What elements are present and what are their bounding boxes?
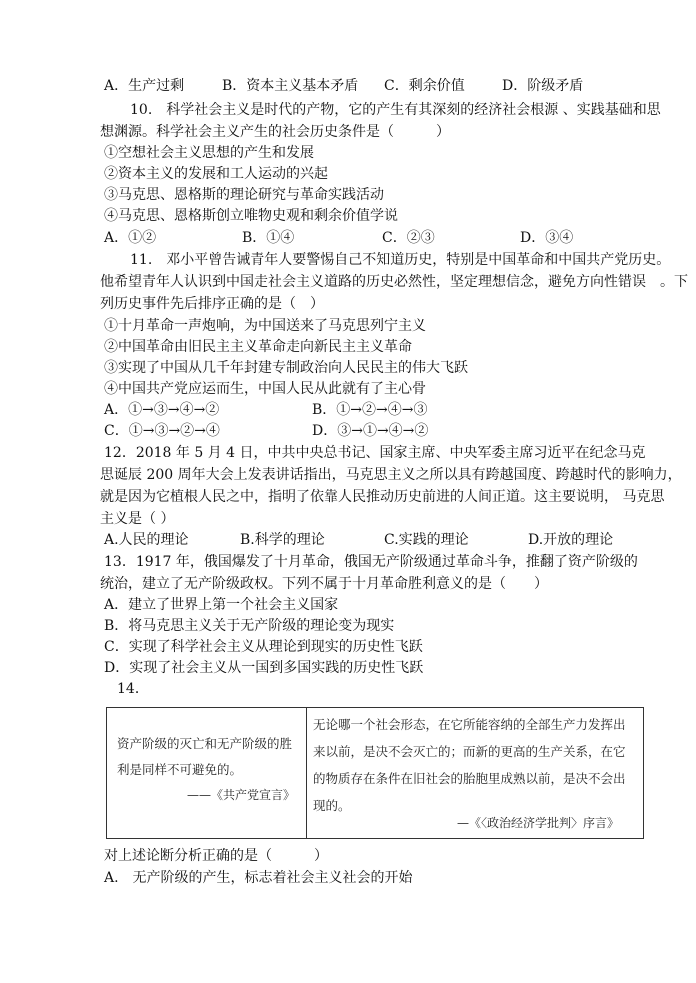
q10-item-2: ②资本主义的发展和工人运动的兴起 <box>104 166 328 182</box>
q9-option-d[interactable]: D．阶级矛盾 <box>502 78 584 94</box>
q12-stem-line1: 12．2018 年 5 月 4 日，中共中央总书记、国家主席、中央军委主席习近平在纪念马克 <box>104 445 646 461</box>
quote-table <box>106 707 644 839</box>
q13-option-c[interactable]: C．实现了科学社会主义从理论到现实的历史性飞跃 <box>104 639 423 655</box>
q12-option-c[interactable]: C.实践的理论 <box>384 532 469 548</box>
q10-item-4: ④马克思、恩格斯创立唯物史观和剩余价值学说 <box>104 208 398 224</box>
q10-stem-line1: 10. 科学社会主义是时代的产物，它的产生有其深刻的经济社会根源 、实践基础和思 <box>130 102 661 118</box>
q11-options-row1 <box>0 400 696 420</box>
q13-option-a[interactable]: A．建立了世界上第一个社会主义国家 <box>104 597 339 613</box>
q14-option-a[interactable]: A. 无产阶级的产生，标志着社会主义社会的开始 <box>104 870 413 886</box>
q12-option-b[interactable]: B.科学的理论 <box>240 532 325 548</box>
q10-item-3: ③马克思、恩格斯的理论研究与革命实践活动 <box>104 187 384 203</box>
left-quote-source: ——《共产党宣言》 <box>187 788 296 802</box>
q11-option-d[interactable]: D．③→①→④→② <box>312 423 429 439</box>
q10-stem-line2: 想渊源。科学社会主义产生的社会历史条件是（ ） <box>100 124 450 140</box>
q10-options <box>0 228 696 248</box>
q11-item-1: ①十月革命一声炮响，为中国送来了马克思列宁主义 <box>104 318 426 334</box>
q9-option-a[interactable]: A．生产过剩 <box>104 78 185 94</box>
q11-item-3: ③实现了中国从几千年封建专制政治向人民民主的伟大飞跃 <box>104 360 468 376</box>
q12-options <box>0 530 696 550</box>
q12-option-a[interactable]: A.人民的理论 <box>104 532 189 548</box>
right-quote-line3: 的物质存在条件在旧社会的胎胞里成熟以前，是决不会出 <box>313 771 626 786</box>
q14-number: 14． <box>117 681 149 697</box>
q10-option-d[interactable]: D．③④ <box>520 230 574 246</box>
q11-item-2: ②中国革命由旧民主主义革命走向新民主主义革命 <box>104 339 412 355</box>
right-quote-line4: 现的。 <box>313 798 351 813</box>
table-divider <box>306 708 307 838</box>
q9-option-c[interactable]: C．剩余价值 <box>384 78 465 94</box>
q9-option-b[interactable]: B．资本主义基本矛盾 <box>222 78 359 94</box>
q12-stem-line3: 就是因为它植根人民之中，指明了依靠人民推动历史前进的人间正道。这主要说明， 马克思 <box>100 489 665 505</box>
q11-option-b[interactable]: B．①→②→④→③ <box>312 402 428 418</box>
left-quote-line1: 资产阶级的灭亡和无产阶级的胜 <box>117 736 293 751</box>
q11-stem-line1: 11. 邓小平曾告诫青年人要警惕自己不知道历史，特别是中国革命和中国共产党历史。 <box>130 252 671 268</box>
q11-option-c[interactable]: C．①→③→②→④ <box>104 423 220 439</box>
q10-option-c[interactable]: C．②③ <box>382 230 435 246</box>
left-quote-line2: 利是同样不可避免的。 <box>117 762 243 777</box>
q11-stem-line2: 他希望青年人认识到中国走社会主义道路的历史必然性，坚定理想信念，避免方向性错误 。下 <box>100 274 688 290</box>
q11-stem-line3: 列历史事件先后排序正确的是（ ） <box>100 296 324 312</box>
right-quote-line2: 来以前，是决不会灭亡的；而新的更高的生产关系，在它 <box>313 744 626 759</box>
q12-stem-line2: 思诞辰 200 周年大会上发表讲话指出，马克思主义之所以具有跨越国度、跨越时代的影响力， <box>100 467 682 483</box>
q11-option-a[interactable]: A．①→③→④→② <box>104 402 220 418</box>
q10-item-1: ①空想社会主义思想的产生和发展 <box>104 145 314 161</box>
q11-item-4: ④中国共产党应运而生，中国人民从此就有了主心骨 <box>104 381 426 397</box>
q10-option-a[interactable]: A．①② <box>104 230 157 246</box>
q10-option-b[interactable]: B．①④ <box>242 230 295 246</box>
q14-question: 对上述论断分析正确的是（ ） <box>104 848 328 864</box>
q13-option-b[interactable]: B．将马克思主义关于无产阶级的理论变为现实 <box>104 618 395 634</box>
q11-options-row2 <box>0 421 696 441</box>
q13-stem-line2: 统治，建立了无产阶级政权。下列不属于十月革命胜利意义的是（ ） <box>100 576 548 592</box>
q12-option-d[interactable]: D.开放的理论 <box>528 532 614 548</box>
q12-stem-line4: 主义是（ ） <box>100 511 175 527</box>
right-quote-line1: 无论哪一个社会形态，在它所能容纳的全部生产力发挥出 <box>313 717 626 732</box>
right-quote-source: —《〈政治经济学批判〉序言》 <box>457 816 620 830</box>
q13-stem-line1: 13．1917 年，俄国爆发了十月革命，俄国无产阶级通过革命斗争，推翻了资产阶级的 <box>104 554 638 570</box>
q13-option-d[interactable]: D．实现了社会主义从一国到多国实践的历史性飞跃 <box>104 660 424 676</box>
q9-options <box>0 76 696 96</box>
